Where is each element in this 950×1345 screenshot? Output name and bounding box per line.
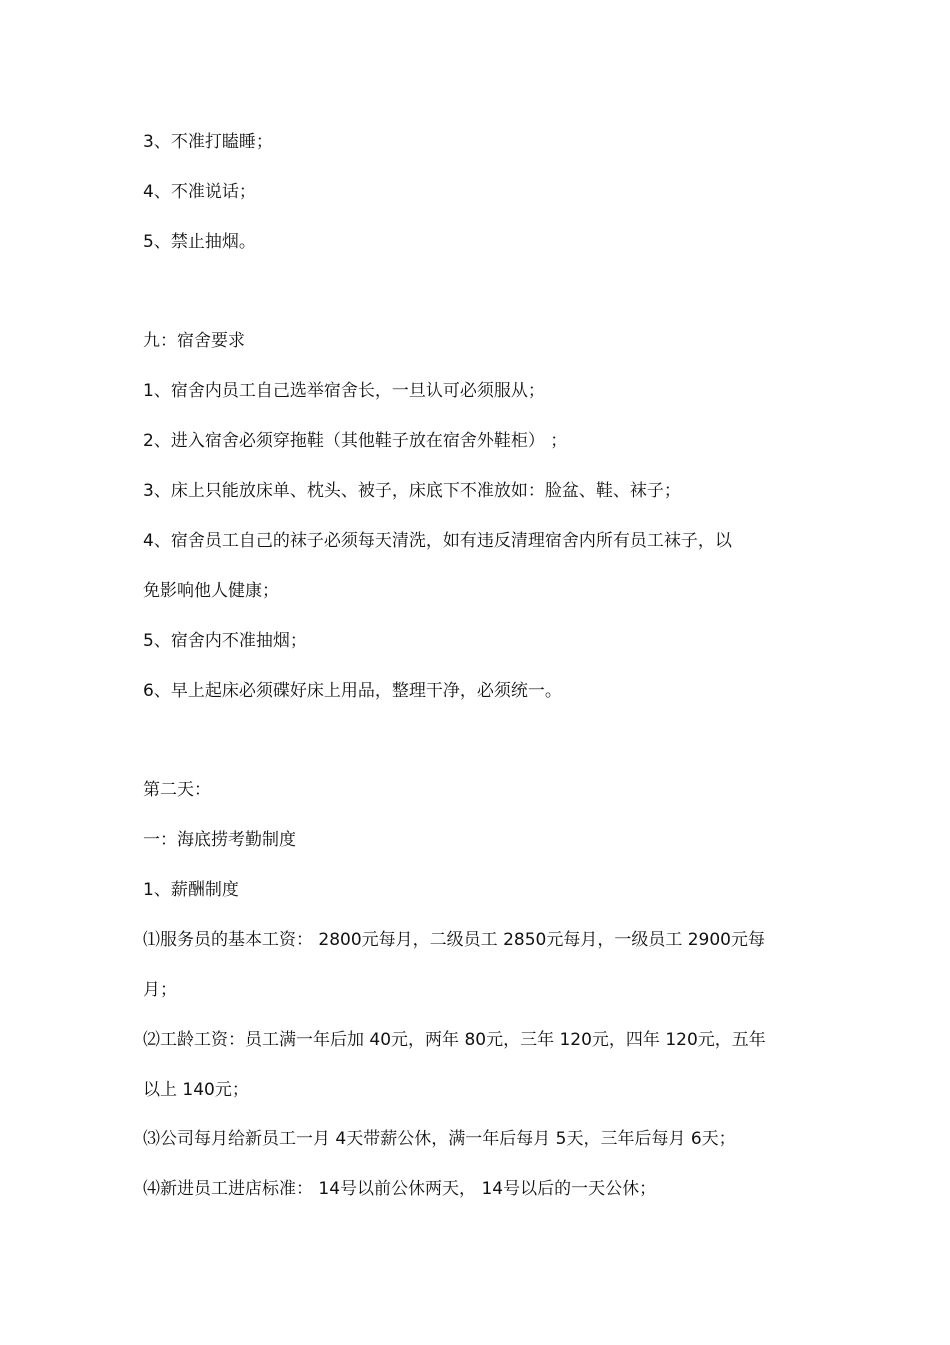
- dorm-rule-4: 4、宿舍员工自己的袜子必须每天清洗，如有违反清理宿舍内所有员工袜子，以: [143, 531, 732, 551]
- salary-item-1-continued: 月；: [143, 980, 177, 1000]
- dorm-rule-2: 2、进入宿舍必须穿拖鞋（其他鞋子放在宿舍外鞋柜） ；: [143, 431, 568, 451]
- day-two-heading: 第二天：: [143, 780, 211, 800]
- salary-item-4: ⑷新进员工进店标准： 14号以前公休两天， 14号以后的一天公休；: [143, 1179, 657, 1199]
- salary-item-1: ⑴服务员的基本工资： 2800元每月，二级员工 2850元每月，一级员工 2900元每: [143, 930, 766, 950]
- salary-item-2-continued: 以上 140元；: [143, 1080, 249, 1100]
- dorm-rule-6: 6、早上起床必须碟好床上用品，整理干净，必须统一。: [143, 681, 562, 701]
- subsection-salary-system: 1、薪酬制度: [143, 880, 239, 900]
- salary-item-2: ⑵工龄工资：员工满一年后加 40元，两年 80元，三年 120元，四年 120元，五年: [143, 1030, 766, 1050]
- salary-item-3: ⑶公司每月给新员工一月 4天带薪公休，满一年后每月 5天，三年后每月 6天；: [143, 1129, 736, 1149]
- rule-line-3-no-dozing: 3、不准打瞌睡；: [143, 132, 273, 152]
- section-heading-attendance: 一：海底捞考勤制度: [143, 830, 296, 850]
- rule-line-5-no-smoking: 5、禁止抽烟。: [143, 232, 256, 252]
- dorm-rule-1: 1、宿舍内员工自己选举宿舍长，一旦认可必须服从；: [143, 381, 545, 401]
- dorm-rule-5: 5、宿舍内不准抽烟；: [143, 631, 307, 651]
- dorm-rule-4-continued: 免影响他人健康；: [143, 581, 279, 601]
- rule-line-4-no-talking: 4、不准说话；: [143, 182, 256, 202]
- section-heading-dormitory: 九：宿舍要求: [143, 331, 245, 351]
- dorm-rule-3: 3、床上只能放床单、枕头、被子，床底下不准放如：脸盆、鞋、袜子；: [143, 481, 681, 501]
